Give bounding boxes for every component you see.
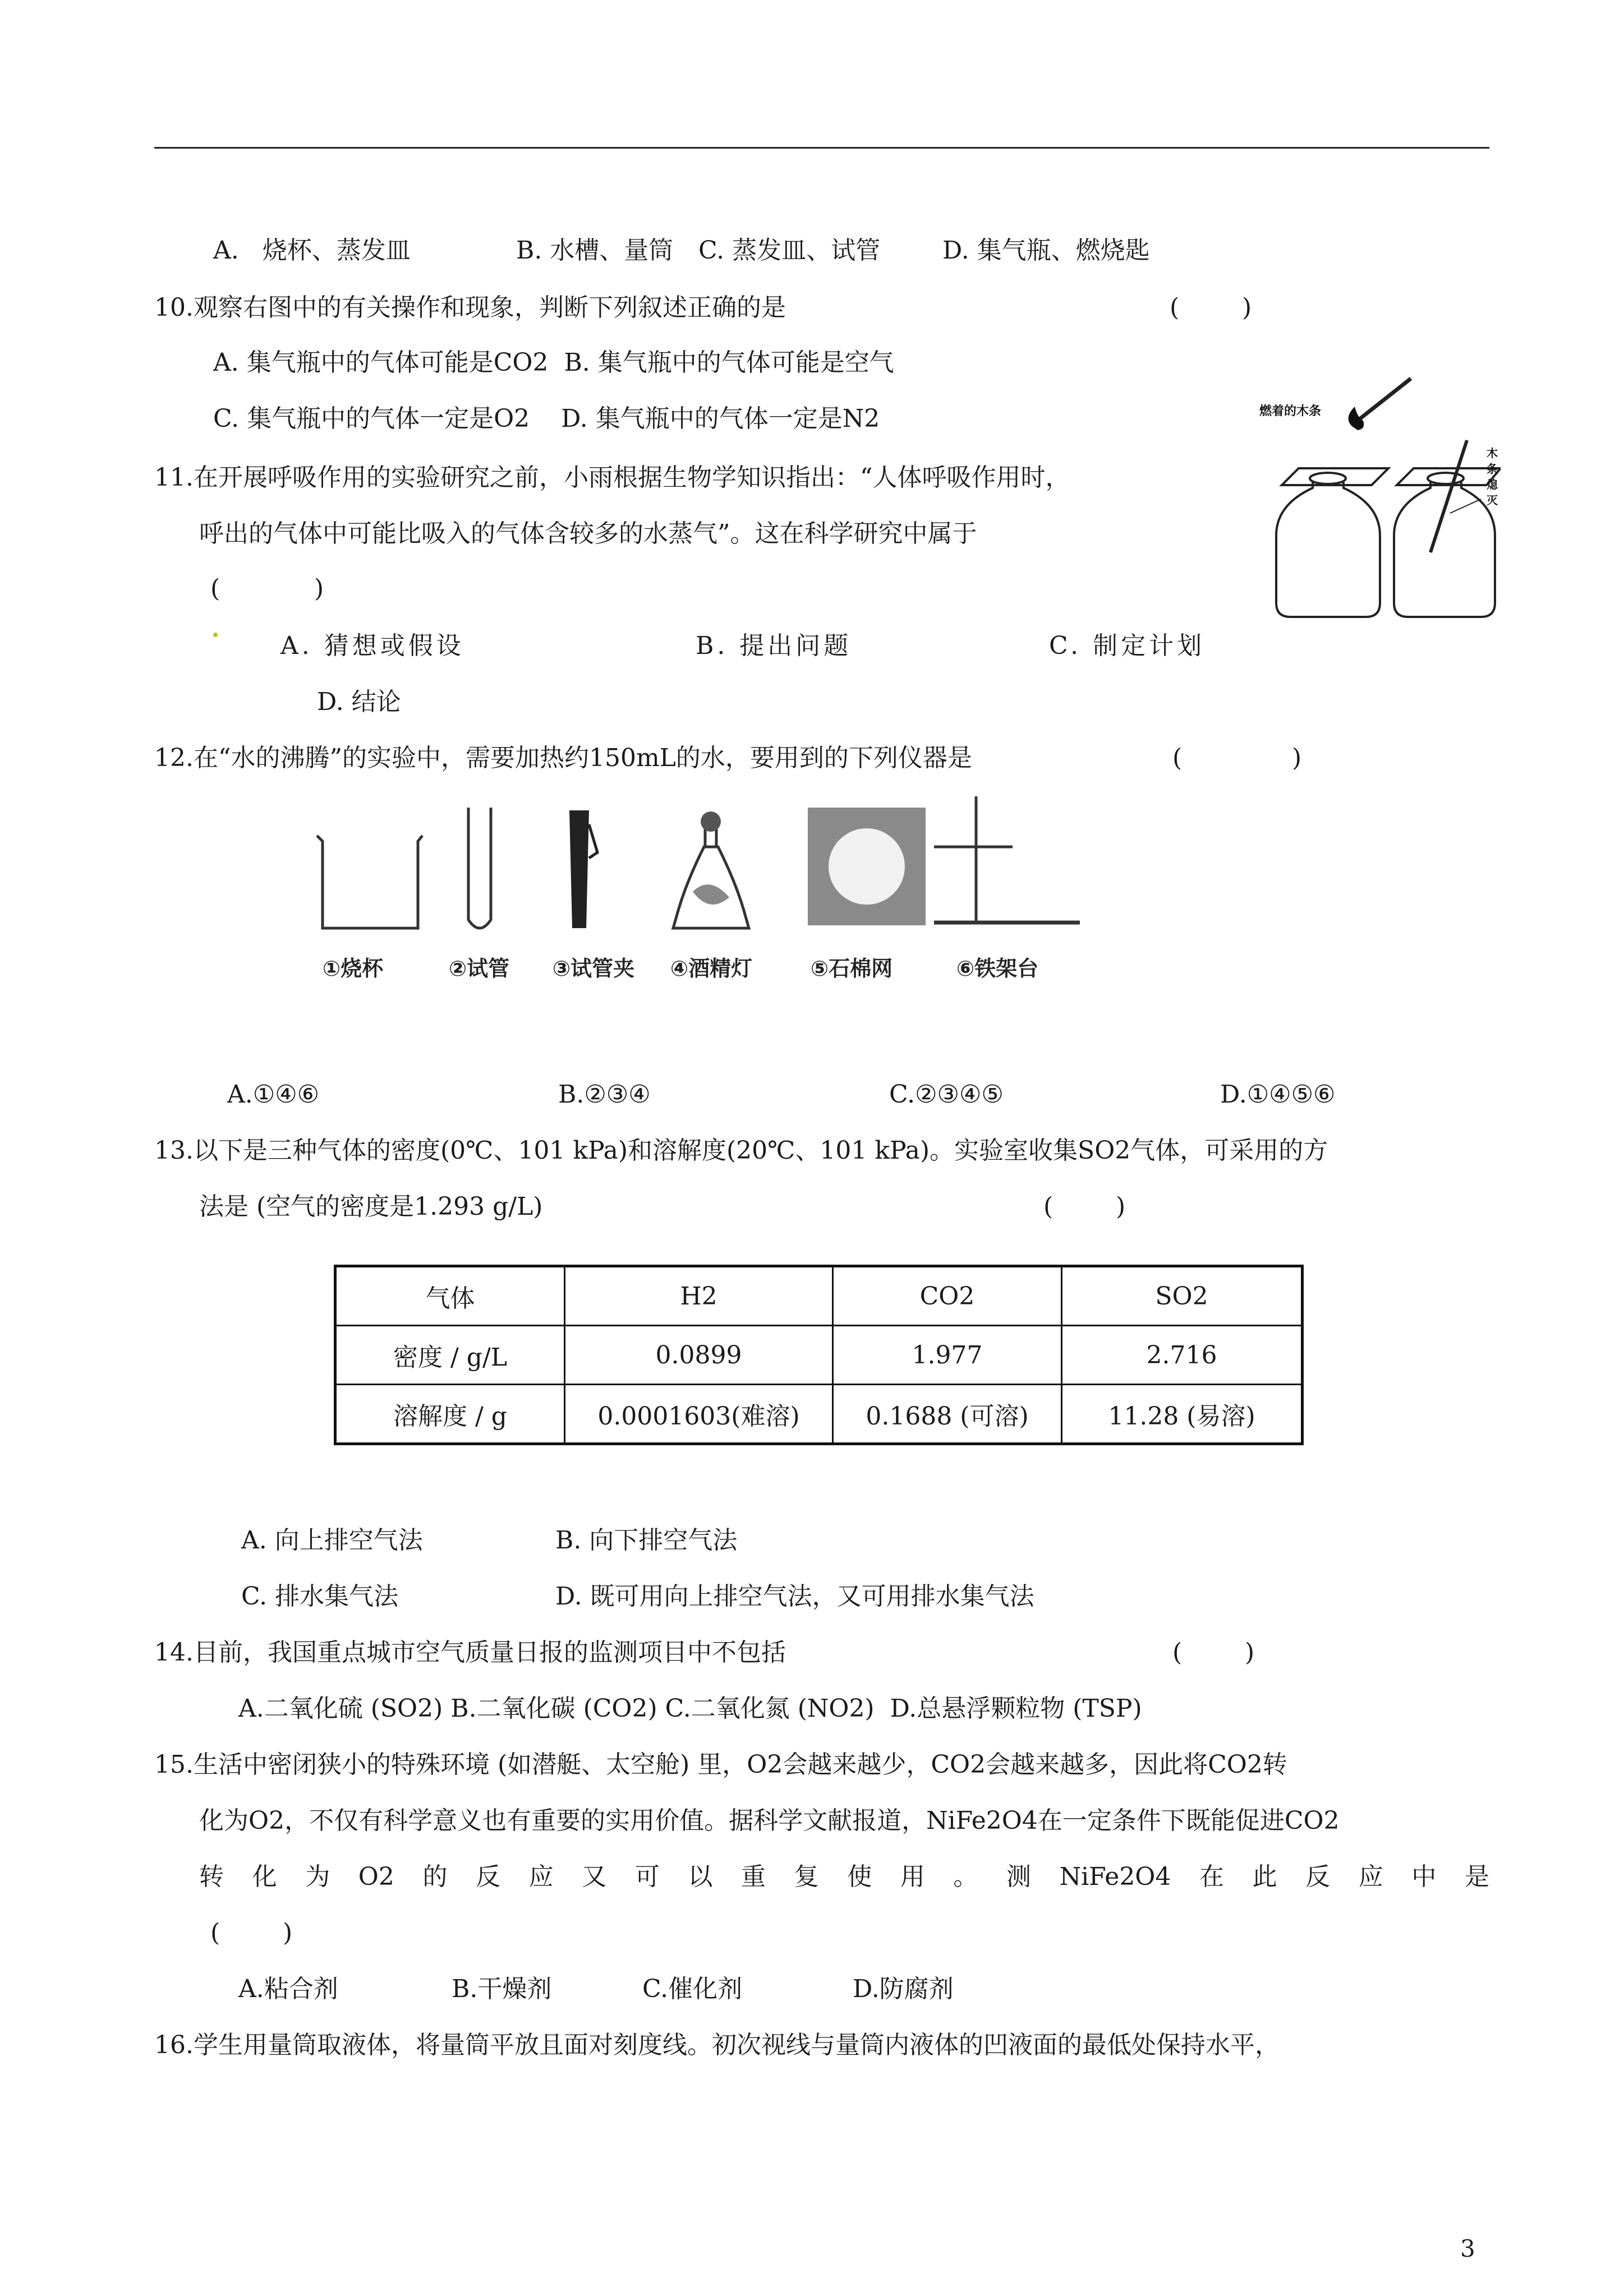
q11-line2: 呼出的气体中可能比吸入的气体含较多的水蒸气”。这在科学研究中属于 — [199, 519, 977, 548]
q15-word: 使 — [847, 1862, 872, 1891]
table-row — [335, 1326, 1303, 1385]
q15-line1: 15.生活中密闭狭小的特殊环境 (如潜艇、太空舱) 里，O2会越来越少，CO2会越来越多，因此将CO2转 — [154, 1750, 1287, 1779]
table-cell: 11.28 (易溶) — [1062, 1385, 1303, 1444]
q13-line2: 法是 (空气的密度是1.293 g/L) — [199, 1192, 543, 1221]
q10-figure-label-right-1: 木 — [1487, 446, 1498, 460]
q12-option-c: C.②③④⑤ — [889, 1080, 1004, 1109]
gas-properties-table — [334, 1265, 1304, 1445]
q13-option-b: B. 向下排空气法 — [555, 1526, 738, 1555]
table-cell: 溶解度 / g — [335, 1385, 565, 1444]
q15-word: 应 — [1358, 1862, 1383, 1891]
q12-option-d: D.①④⑤⑥ — [1220, 1080, 1336, 1109]
q15-word: 重 — [741, 1862, 766, 1891]
q15-option-a: A.粘合剂 — [238, 1975, 338, 2003]
q15-word: 是 — [1464, 1862, 1489, 1891]
table-cell: 2.716 — [1062, 1326, 1303, 1385]
q15-answer-paren: ( ) — [210, 1919, 293, 1947]
q15-word: 此 — [1252, 1862, 1277, 1891]
table-header-row — [335, 1266, 1303, 1326]
q15-word: 又 — [582, 1862, 607, 1891]
q10-figure-label-right-3: 熄 — [1487, 478, 1498, 491]
table-cell: 0.0001603(难溶) — [565, 1385, 833, 1444]
q11-line1: 11.在开展呼吸作用的实验研究之前，小雨根据生物学知识指出：“人体呼吸作用时， — [154, 463, 1070, 492]
q9-option-b: B. 水槽、量筒 — [516, 236, 674, 265]
q12-stem: 12.在“水的沸腾”的实验中，需要加热约150mL的水，要用到的下列仪器是 — [154, 744, 972, 772]
q9-option-d: D. 集气瓶、燃烧匙 — [942, 236, 1150, 265]
q12-answer-paren: ( ) — [1172, 744, 1302, 772]
stray-dot — [213, 633, 218, 637]
q15-word: 转 — [199, 1862, 224, 1891]
q15-word: 。 — [953, 1862, 978, 1891]
q10-figure — [1259, 367, 1501, 625]
q15-option-b: B.干燥剂 — [452, 1975, 552, 2003]
table-row — [335, 1385, 1303, 1444]
q12-label-5: ⑤石棉网 — [811, 956, 893, 981]
q14-answer-paren: ( ) — [1172, 1638, 1255, 1667]
test-tube-icon — [468, 808, 491, 928]
page-number: 3 — [1460, 2235, 1475, 2262]
q12-label-6: ⑥铁架台 — [956, 956, 1039, 981]
q12-option-a: A.①④⑥ — [227, 1080, 320, 1109]
table-cell: 0.1688 (可溶) — [833, 1385, 1062, 1444]
q15-word: 以 — [688, 1862, 713, 1891]
q15-word: 可 — [634, 1862, 660, 1891]
q15-word: O2 — [358, 1862, 394, 1891]
q9-option-c: C. 蒸发皿、试管 — [698, 236, 881, 265]
q13-line1: 13.以下是三种气体的密度(0℃、101 kPa)和溶解度(20℃、101 kPa)。实验室收集SO2气体，可采用的方 — [154, 1136, 1328, 1165]
q9-option-a: A. 烧杯、蒸发皿 — [213, 236, 411, 265]
q15-word: 反 — [1305, 1862, 1331, 1891]
table-header-cell: 气体 — [335, 1266, 565, 1326]
table-cell: 密度 / g/L — [335, 1326, 565, 1385]
q13-answer-paren: ( ) — [1043, 1192, 1126, 1221]
q16-line1: 16.学生用量筒取液体，将量筒平放且面对刻度线。初次视线与量筒内液体的凹液面的最低处保持水平， — [154, 2031, 1280, 2059]
q11-option-d: D. 结论 — [317, 688, 401, 716]
q15-line2: 化为O2，不仅有科学意义也有重要的实用价值。据科学文献报道，NiFe2O4在一定条件下既能促进CO2 — [199, 1806, 1340, 1835]
table-header-cell: CO2 — [833, 1266, 1062, 1326]
q15-option-c: C.催化剂 — [642, 1975, 743, 2003]
q11-option-c: C. 制定计划 — [1049, 631, 1206, 660]
q10-figure-label-right-4: 灭 — [1487, 494, 1498, 507]
header-rule — [154, 147, 1489, 149]
q15-word: 应 — [528, 1862, 554, 1891]
q11-answer-paren: ( ) — [210, 574, 324, 603]
q11-option-b: B. 提出问题 — [696, 631, 852, 660]
q13-option-d: D. 既可用向上排空气法，又可用排水集气法 — [555, 1582, 1034, 1611]
table-header-cell: SO2 — [1062, 1266, 1303, 1326]
q10-stem: 10.观察右图中的有关操作和现象，判断下列叙述正确的是 — [154, 293, 786, 322]
q12-apparatus-figure — [306, 780, 1102, 993]
q12-label-2: ②试管 — [449, 956, 510, 981]
test-tube-clamp-icon — [569, 810, 589, 928]
q15-word: 化 — [252, 1862, 277, 1891]
q12-label-4: ④酒精灯 — [670, 956, 753, 981]
q15-word: 反 — [476, 1862, 501, 1891]
beaker-icon — [317, 836, 422, 928]
q15-word: 复 — [794, 1862, 819, 1891]
q13-option-c: C. 排水集气法 — [241, 1582, 399, 1611]
q15-option-d: D.防腐剂 — [853, 1975, 954, 2003]
q15-word: 为 — [305, 1862, 330, 1891]
q14-options: A.二氧化硫 (SO2) B.二氧化碳 (CO2) C.二氧化氮 (NO2) D.总悬浮颗粒物 (TSP) — [238, 1694, 1142, 1723]
table-cell: 0.0899 — [565, 1326, 833, 1385]
q10-answer-paren: ( ) — [1170, 293, 1252, 322]
q15-word: 中 — [1411, 1862, 1437, 1891]
q13-option-a: A. 向上排空气法 — [241, 1526, 423, 1555]
q15-line3 — [199, 1862, 1489, 1891]
q15-word: 在 — [1199, 1862, 1224, 1891]
q10-options-line1: A. 集气瓶中的气体可能是CO2 B. 集气瓶中的气体可能是空气 — [213, 348, 894, 377]
q15-word: NiFe2O4 — [1059, 1862, 1171, 1891]
q11-option-a: A. 猜想或假设 — [280, 631, 464, 660]
table-cell: 1.977 — [833, 1326, 1062, 1385]
q15-word: 的 — [422, 1862, 448, 1891]
q15-word: 用 — [900, 1862, 925, 1891]
table-header-cell: H2 — [565, 1266, 833, 1326]
q10-figure-label-left: 燃着的木条 — [1259, 404, 1322, 418]
q10-figure-label-right-2: 条 — [1487, 462, 1498, 476]
q15-word: 测 — [1006, 1862, 1031, 1891]
q10-options-line2: C. 集气瓶中的气体一定是O2 D. 集气瓶中的气体一定是N2 — [213, 404, 880, 433]
q12-label-1: ①烧杯 — [323, 956, 384, 981]
q12-label-3: ③试管夹 — [553, 956, 635, 981]
q14-stem: 14.目前，我国重点城市空气质量日报的监测项目中不包括 — [154, 1638, 786, 1667]
q12-option-b: B.②③④ — [558, 1080, 651, 1109]
